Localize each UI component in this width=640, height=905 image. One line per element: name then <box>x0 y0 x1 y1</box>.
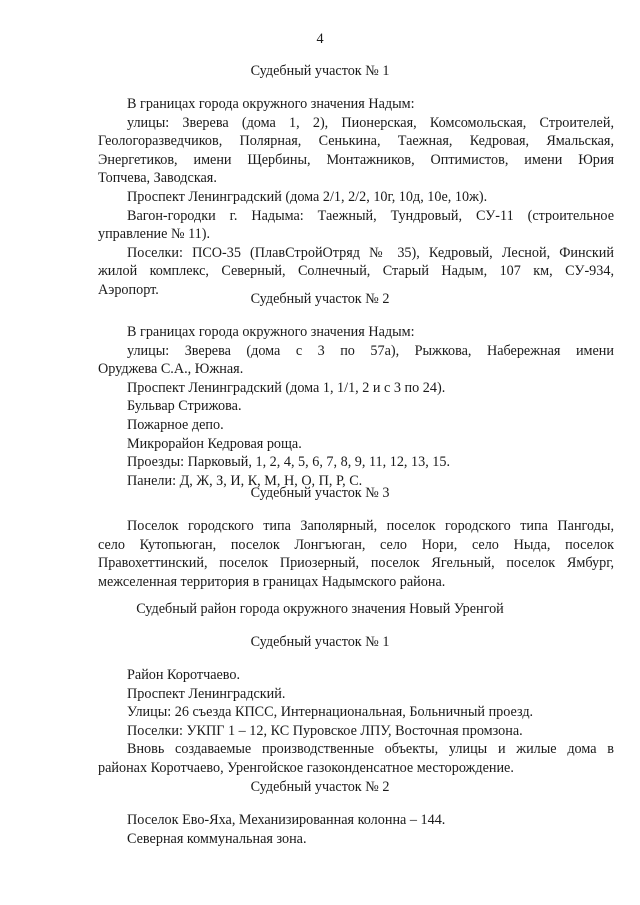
text-line: районах Коротчаево, Уренгойское газоконденсатное месторождение. <box>98 759 514 776</box>
text-line: Проспект Ленинградский. <box>127 685 286 702</box>
text-line: Поселок Ево-Яха, Механизированная колонна – 144. <box>127 812 446 828</box>
text-line: Топчева, Заводская. <box>98 170 217 187</box>
urengoy-section-1-body <box>98 666 614 778</box>
section-1-body <box>98 95 614 300</box>
text-line: В границах города окружного значения Надым: <box>127 96 415 112</box>
text-line: Панели: Д, Ж, З, И, К, М, Н, О, П, Р, С. <box>127 472 363 489</box>
section-3-body <box>98 517 614 591</box>
text-line: улицы: Зверева (дома 1, 2), Пионерская, Комсомольская, Строителей, <box>127 114 614 131</box>
text-line: Аэропорт. <box>98 281 159 298</box>
section-2-heading: Судебный участок № 2 <box>250 291 390 307</box>
section-1-heading: Судебный участок № 1 <box>250 63 390 79</box>
text-line: Северная коммунальная зона. <box>127 830 307 847</box>
text-line: межселенная территория в границах Надымского района. <box>98 573 446 590</box>
district-heading: Судебный район города окружного значения Новый Уренгой <box>136 601 504 617</box>
text-line: Проспект Ленинградский (дома 2/1, 2/2, 10г, 10д, 10е, 10ж). <box>127 188 488 205</box>
text-line: Микрорайон Кедровая роща. <box>127 435 302 452</box>
page-number: 4 <box>316 31 324 47</box>
text-line: Улицы: 26 съезда КПСС, Интернациональная, Больничный проезд. <box>127 704 534 721</box>
text-line: Поселки: УКПГ 1 – 12, КС Пуровское ЛПУ, Восточная промзона. <box>127 722 523 739</box>
text-line: улицы: Зверева (дома с 3 по 57а), Рыжкова, Набережная имени <box>127 342 614 359</box>
urengoy-section-2-body <box>98 811 614 848</box>
text-line: Проспект Ленинградский (дома 1, 1/1, 2 и с 3 по 24). <box>127 379 446 396</box>
text-line: Оруджева С.А., Южная. <box>98 361 244 378</box>
section-2-body <box>98 323 614 490</box>
text-line: Бульвар Стрижова. <box>127 398 242 415</box>
text-line: управление № 11). <box>98 226 211 243</box>
section-3-heading: Судебный участок № 3 <box>250 485 390 501</box>
text-line: Вагон-городки г. Надыма: Таежный, Тундровый, СУ-11 (строительное <box>127 207 614 224</box>
text-line: жилой комплекс, Северный, Солнечный, Старый Надым, 107 км, СУ-934, <box>98 263 614 280</box>
text-line: Поселки: ПСО-35 (ПлавСтройОтряд № 35), Кедровый, Лесной, Финский <box>127 244 614 261</box>
text-line: Геологоразведчиков, Полярная, Сенькина, Таежная, Кедровая, Ямальская, <box>98 133 614 150</box>
text-line: В границах города окружного значения Надым: <box>127 324 415 340</box>
text-line: Проезды: Парковый, 1, 2, 4, 5, 6, 7, 8, 9, 11, 12, 13, 15. <box>127 454 451 471</box>
text-line: Район Коротчаево. <box>127 667 241 683</box>
text-line: Энергетиков, имени Щербины, Монтажников, Оптимистов, имени Юрия <box>98 151 614 168</box>
text-line: Правохеттинский, поселок Приозерный, поселок Ягельный, поселок Ямбург, <box>98 555 614 572</box>
text-line: Пожарное депо. <box>127 416 224 433</box>
text-line: Поселок городского типа Заполярный, поселок городского типа Пангоды, <box>127 518 614 534</box>
text-line: Вновь создаваемые производственные объекты, улицы и жилые дома в <box>127 741 614 758</box>
urengoy-section-2-heading: Судебный участок № 2 <box>250 779 390 795</box>
urengoy-section-1-heading: Судебный участок № 1 <box>250 634 390 650</box>
text-line: село Кутопьюган, поселок Лонгъюган, село Нори, село Ныда, поселок <box>98 536 614 553</box>
